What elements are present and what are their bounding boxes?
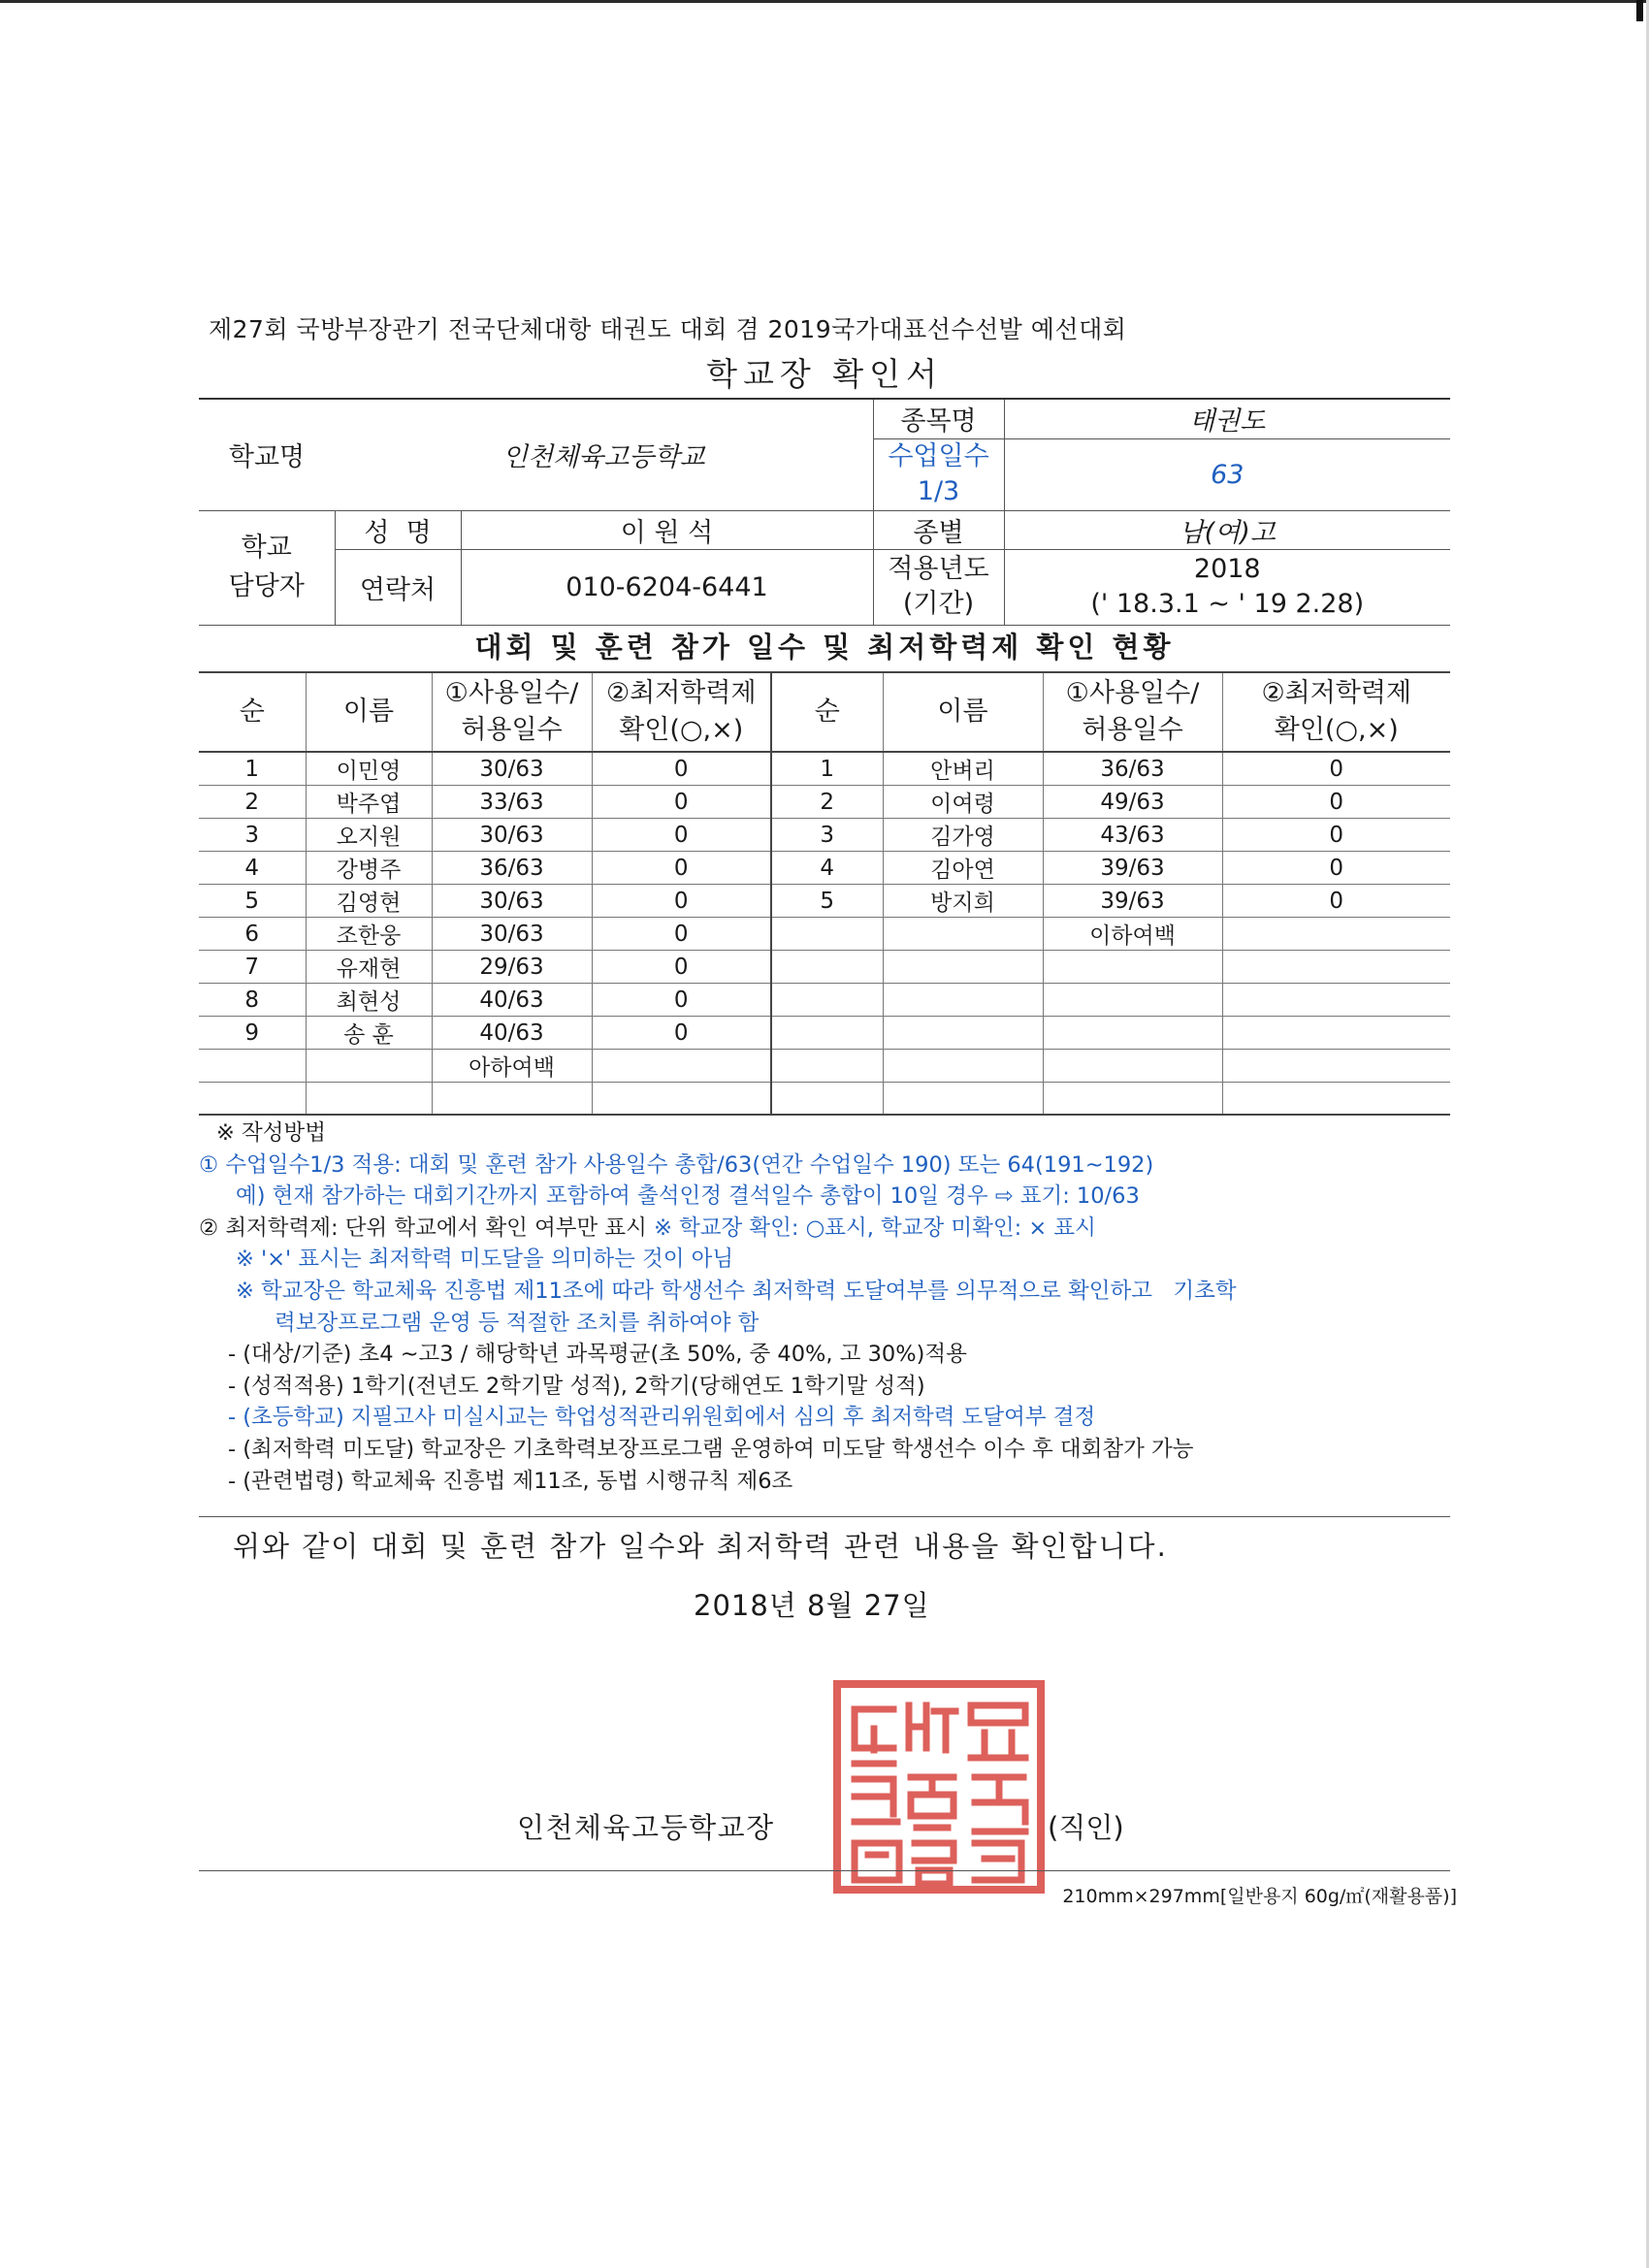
empty-cell	[771, 918, 883, 951]
note-line-5a: ※ 학교장은 학교체육 진흥법 제11조에 따라 학생선수 최저학력 도달여부를 의무적으로 확인하고	[236, 1278, 1152, 1304]
right-name-cell: 이여령	[883, 786, 1043, 819]
right-check-cell: 0	[1222, 852, 1450, 885]
left-no-cell: 4	[199, 852, 306, 885]
col-no-right: 순	[771, 672, 883, 752]
empty-cell	[1222, 1017, 1450, 1050]
right-days-cell: 39/63	[1043, 885, 1222, 918]
left-days-cell: 33/63	[432, 786, 592, 819]
left-check-cell: 0	[592, 885, 771, 918]
table-row	[199, 885, 1450, 918]
left-check-cell: 0	[592, 819, 771, 852]
seal-label: (직인)	[1048, 1811, 1124, 1844]
left-no-cell: 6	[199, 918, 306, 951]
participation-section-title: 대회 및 훈련 참가 일수 및 최저학력제 확인 현황	[474, 631, 1175, 664]
col-days-right-line1: ①사용일수/	[1065, 678, 1200, 708]
left-name-cell: 이민영	[306, 752, 432, 786]
note-line-11: - (관련법령) 학교체육 진흥법 제11조, 동법 시행규칙 제6조	[228, 1468, 793, 1494]
class-days-label-line1: 수업일수	[888, 441, 989, 471]
table-row	[199, 1017, 1450, 1050]
school-name-label: 학교명	[199, 400, 335, 510]
col-check-left-line1: ②최저학력제	[605, 678, 757, 708]
note-line-6: 력보장프로그램 운영 등 적절한 조치를 취하여야 함	[275, 1310, 760, 1336]
left-name-cell: 최현성	[306, 984, 432, 1017]
left-name-cell: 강병주	[306, 852, 432, 885]
col-check-left-line2: 확인(○,×)	[619, 715, 744, 745]
confirmation-statement: 위와 같이 대회 및 훈련 참가 일수와 최저학력 관련 내용을 확인합니다.	[233, 1530, 1168, 1563]
right-name-cell: 김아연	[883, 852, 1043, 885]
empty-cell	[592, 1083, 771, 1116]
notes-heading: ※ 작성방법	[216, 1120, 326, 1146]
col-days-right-line2: 허용일수	[1082, 715, 1183, 745]
empty-cell	[771, 951, 883, 984]
left-no-cell: 5	[199, 885, 306, 918]
notes-rule	[199, 1516, 1450, 1517]
left-no-cell: 9	[199, 1017, 306, 1050]
table-row	[199, 852, 1450, 885]
school-contact-label-line2: 담당자	[228, 571, 305, 601]
contact-name-label: 성 명	[335, 510, 461, 549]
left-check-cell: 0	[592, 786, 771, 819]
apply-year-value	[1004, 549, 1450, 625]
empty-cell	[199, 1050, 306, 1083]
principal-signature: 인천체육고등학교장	[517, 1811, 775, 1844]
note-line-4: ※ '×' 표시는 최저학력 미도달을 의미하는 것이 아님	[236, 1247, 734, 1273]
left-days-cell: 30/63	[432, 752, 592, 786]
note-line-5	[236, 1276, 1450, 1308]
empty-cell	[771, 984, 883, 1017]
right-no-cell: 5	[771, 885, 883, 918]
empty-cell	[883, 951, 1043, 984]
col-days-left-line2: 허용일수	[461, 715, 563, 745]
left-no-cell: 8	[199, 984, 306, 1017]
empty-cell	[883, 1083, 1043, 1116]
col-days-left	[432, 672, 592, 752]
col-no-left: 순	[199, 672, 306, 752]
gender-label: 종별	[873, 510, 1004, 549]
class-days-value: 63	[1004, 438, 1450, 510]
right-no-cell: 1	[771, 752, 883, 786]
col-check-left	[592, 672, 771, 752]
note-line-5b: 기초학	[1173, 1278, 1237, 1304]
left-name-cell: 송 훈	[306, 1017, 432, 1050]
right-no-cell: 3	[771, 819, 883, 852]
empty-cell	[1222, 1083, 1450, 1116]
right-days-cell: 39/63	[1043, 852, 1222, 885]
empty-cell	[883, 984, 1043, 1017]
right-name-cell: 안벼리	[883, 752, 1043, 786]
left-days-cell: 30/63	[432, 819, 592, 852]
left-check-cell: 0	[592, 918, 771, 951]
empty-cell	[432, 1083, 592, 1116]
apply-year-label	[873, 549, 1004, 625]
col-check-right-line2: 확인(○,×)	[1274, 715, 1399, 745]
left-name-cell: 유재현	[306, 951, 432, 984]
left-check-cell: 0	[592, 1017, 771, 1050]
empty-cell	[1043, 1050, 1222, 1083]
col-name-left: 이름	[306, 672, 432, 752]
right-blank-note: 이하여백	[1043, 918, 1222, 951]
right-name-cell: 방지희	[883, 885, 1043, 918]
empty-cell	[883, 918, 1043, 951]
right-check-cell: 0	[1222, 752, 1450, 786]
table-row	[199, 1050, 1450, 1083]
note-line-3b: ※ 학교장 확인: ○표시, 학교장 미확인: × 표시	[654, 1215, 1096, 1241]
left-name-cell: 김영현	[306, 885, 432, 918]
scan-top-edge	[0, 0, 1649, 3]
right-days-cell: 49/63	[1043, 786, 1222, 819]
right-no-cell: 4	[771, 852, 883, 885]
empty-cell	[1043, 1017, 1222, 1050]
empty-cell	[306, 1050, 432, 1083]
left-days-cell: 40/63	[432, 1017, 592, 1050]
empty-cell	[592, 1050, 771, 1083]
right-check-cell: 0	[1222, 819, 1450, 852]
class-days-label	[873, 438, 1004, 510]
note-line-9: - (초등학교) 지필고사 미실시교는 학업성적관리위원회에서 심의 후 최저학력 도달여부 결정	[228, 1405, 1096, 1431]
table-row	[199, 752, 1450, 786]
left-check-cell: 0	[592, 951, 771, 984]
col-days-left-line1: ①사용일수/	[444, 678, 579, 708]
empty-cell	[771, 1017, 883, 1050]
empty-cell	[1222, 984, 1450, 1017]
participation-header-row	[199, 672, 1450, 752]
left-blank-note: 아하여백	[432, 1050, 592, 1083]
table-row	[199, 918, 1450, 951]
left-name-cell: 조한웅	[306, 918, 432, 951]
apply-year-label-line1: 적용년도	[888, 554, 989, 584]
apply-year: 2018	[1193, 554, 1261, 584]
empty-cell	[1222, 1050, 1450, 1083]
participation-table	[199, 671, 1450, 1116]
left-days-cell: 30/63	[432, 885, 592, 918]
note-line-8: - (성적적용) 1학기(전년도 2학기말 성적), 2학기(당해연도 1학기말 성적)	[228, 1373, 925, 1399]
left-name-cell: 박주엽	[306, 786, 432, 819]
note-line-1: ① 수업일수1/3 적용: 대회 및 훈련 참가 사용일수 총합/63(연간 수업일수 190) 또는 64(191~192)	[199, 1151, 1154, 1178]
left-no-cell: 2	[199, 786, 306, 819]
participation-rows	[199, 752, 1450, 1115]
scan-corner-mark	[1636, 0, 1643, 21]
empty-cell	[1043, 1083, 1222, 1116]
left-check-cell: 0	[592, 752, 771, 786]
phone-value: 010-6204-6441	[461, 549, 873, 625]
empty-cell	[1222, 918, 1450, 951]
left-days-cell: 30/63	[432, 918, 592, 951]
gender-value: 남(여)고	[1004, 510, 1450, 549]
right-check-cell: 0	[1222, 786, 1450, 819]
class-days-label-line2: 1/3	[917, 476, 960, 506]
confirmation-document	[199, 310, 1457, 1907]
school-contact-label	[199, 510, 335, 625]
left-check-cell: 0	[592, 984, 771, 1017]
left-days-cell: 29/63	[432, 951, 592, 984]
note-line-7: - (대상/기준) 초4 ~고3 / 해당학년 과목평균(초 50%, 중 40%, 고 30%)적용	[228, 1342, 967, 1368]
empty-cell	[883, 1050, 1043, 1083]
note-line-3	[199, 1213, 1450, 1245]
table-row	[199, 819, 1450, 852]
apply-period: (' 18.3.1 ~ ' 19 2.28)	[1090, 589, 1365, 619]
sport-label: 종목명	[873, 400, 1004, 438]
school-name-value: 인천체육고등학교	[335, 400, 873, 510]
col-check-right	[1222, 672, 1450, 752]
table-row	[199, 951, 1450, 984]
sport-value: 태권도	[1004, 400, 1450, 438]
empty-cell	[771, 1083, 883, 1116]
right-name-cell: 김가영	[883, 819, 1043, 852]
issue-date: 2018년 8월 27일	[694, 1589, 930, 1622]
left-name-cell: 오지원	[306, 819, 432, 852]
apply-year-label-line2: (기간)	[902, 589, 975, 619]
right-days-cell: 36/63	[1043, 752, 1222, 786]
left-check-cell: 0	[592, 852, 771, 885]
event-title: 제27회 국방부장관기 전국단체대항 태권도 대회 겸 2019국가대표선수선발 예선대회	[209, 315, 1127, 343]
empty-cell	[883, 1017, 1043, 1050]
col-check-right-line1: ②최저학력제	[1261, 678, 1412, 708]
left-days-cell: 40/63	[432, 984, 592, 1017]
school-contact-label-line1: 학교	[241, 533, 292, 563]
bottom-rule	[199, 1870, 1450, 1871]
note-line-10: - (최저학력 미도달) 학교장은 기초학력보장프로그램 운영하여 미도달 학생선수 이수 후 대회참가 가능	[228, 1436, 1194, 1462]
left-days-cell: 36/63	[432, 852, 592, 885]
contact-name-value: 이 원 석	[461, 510, 873, 549]
right-no-cell: 2	[771, 786, 883, 819]
empty-cell	[1043, 984, 1222, 1017]
official-seal-stamp	[829, 1676, 1049, 1897]
note-line-2: 예) 현재 참가하는 대회기간까지 포함하여 출석인정 결석일수 총합이 10일 경우 ⇨ 표기: 10/63	[236, 1183, 1140, 1210]
table-row	[199, 786, 1450, 819]
note-line-3a: ② 최저학력제: 단위 학교에서 확인 여부만 표시	[199, 1215, 647, 1241]
col-days-right	[1043, 672, 1222, 752]
empty-cell	[199, 1083, 306, 1116]
school-info-table	[199, 400, 1450, 626]
empty-cell	[306, 1083, 432, 1116]
phone-label: 연락처	[335, 549, 461, 625]
document-title: 학교장 확인서	[706, 355, 943, 393]
table-row	[199, 984, 1450, 1017]
empty-cell	[771, 1050, 883, 1083]
left-no-cell: 3	[199, 819, 306, 852]
empty-cell	[1222, 951, 1450, 984]
right-days-cell: 43/63	[1043, 819, 1222, 852]
writing-instructions	[199, 1118, 1450, 1497]
left-no-cell: 1	[199, 752, 306, 786]
paper-spec-footer: 210mm×297mm[일반용지 60g/㎡(재활용품)]	[1062, 1886, 1457, 1907]
empty-cell	[1043, 951, 1222, 984]
left-no-cell: 7	[199, 951, 306, 984]
col-name-right: 이름	[883, 672, 1043, 752]
table-row	[199, 1083, 1450, 1116]
right-check-cell: 0	[1222, 885, 1450, 918]
